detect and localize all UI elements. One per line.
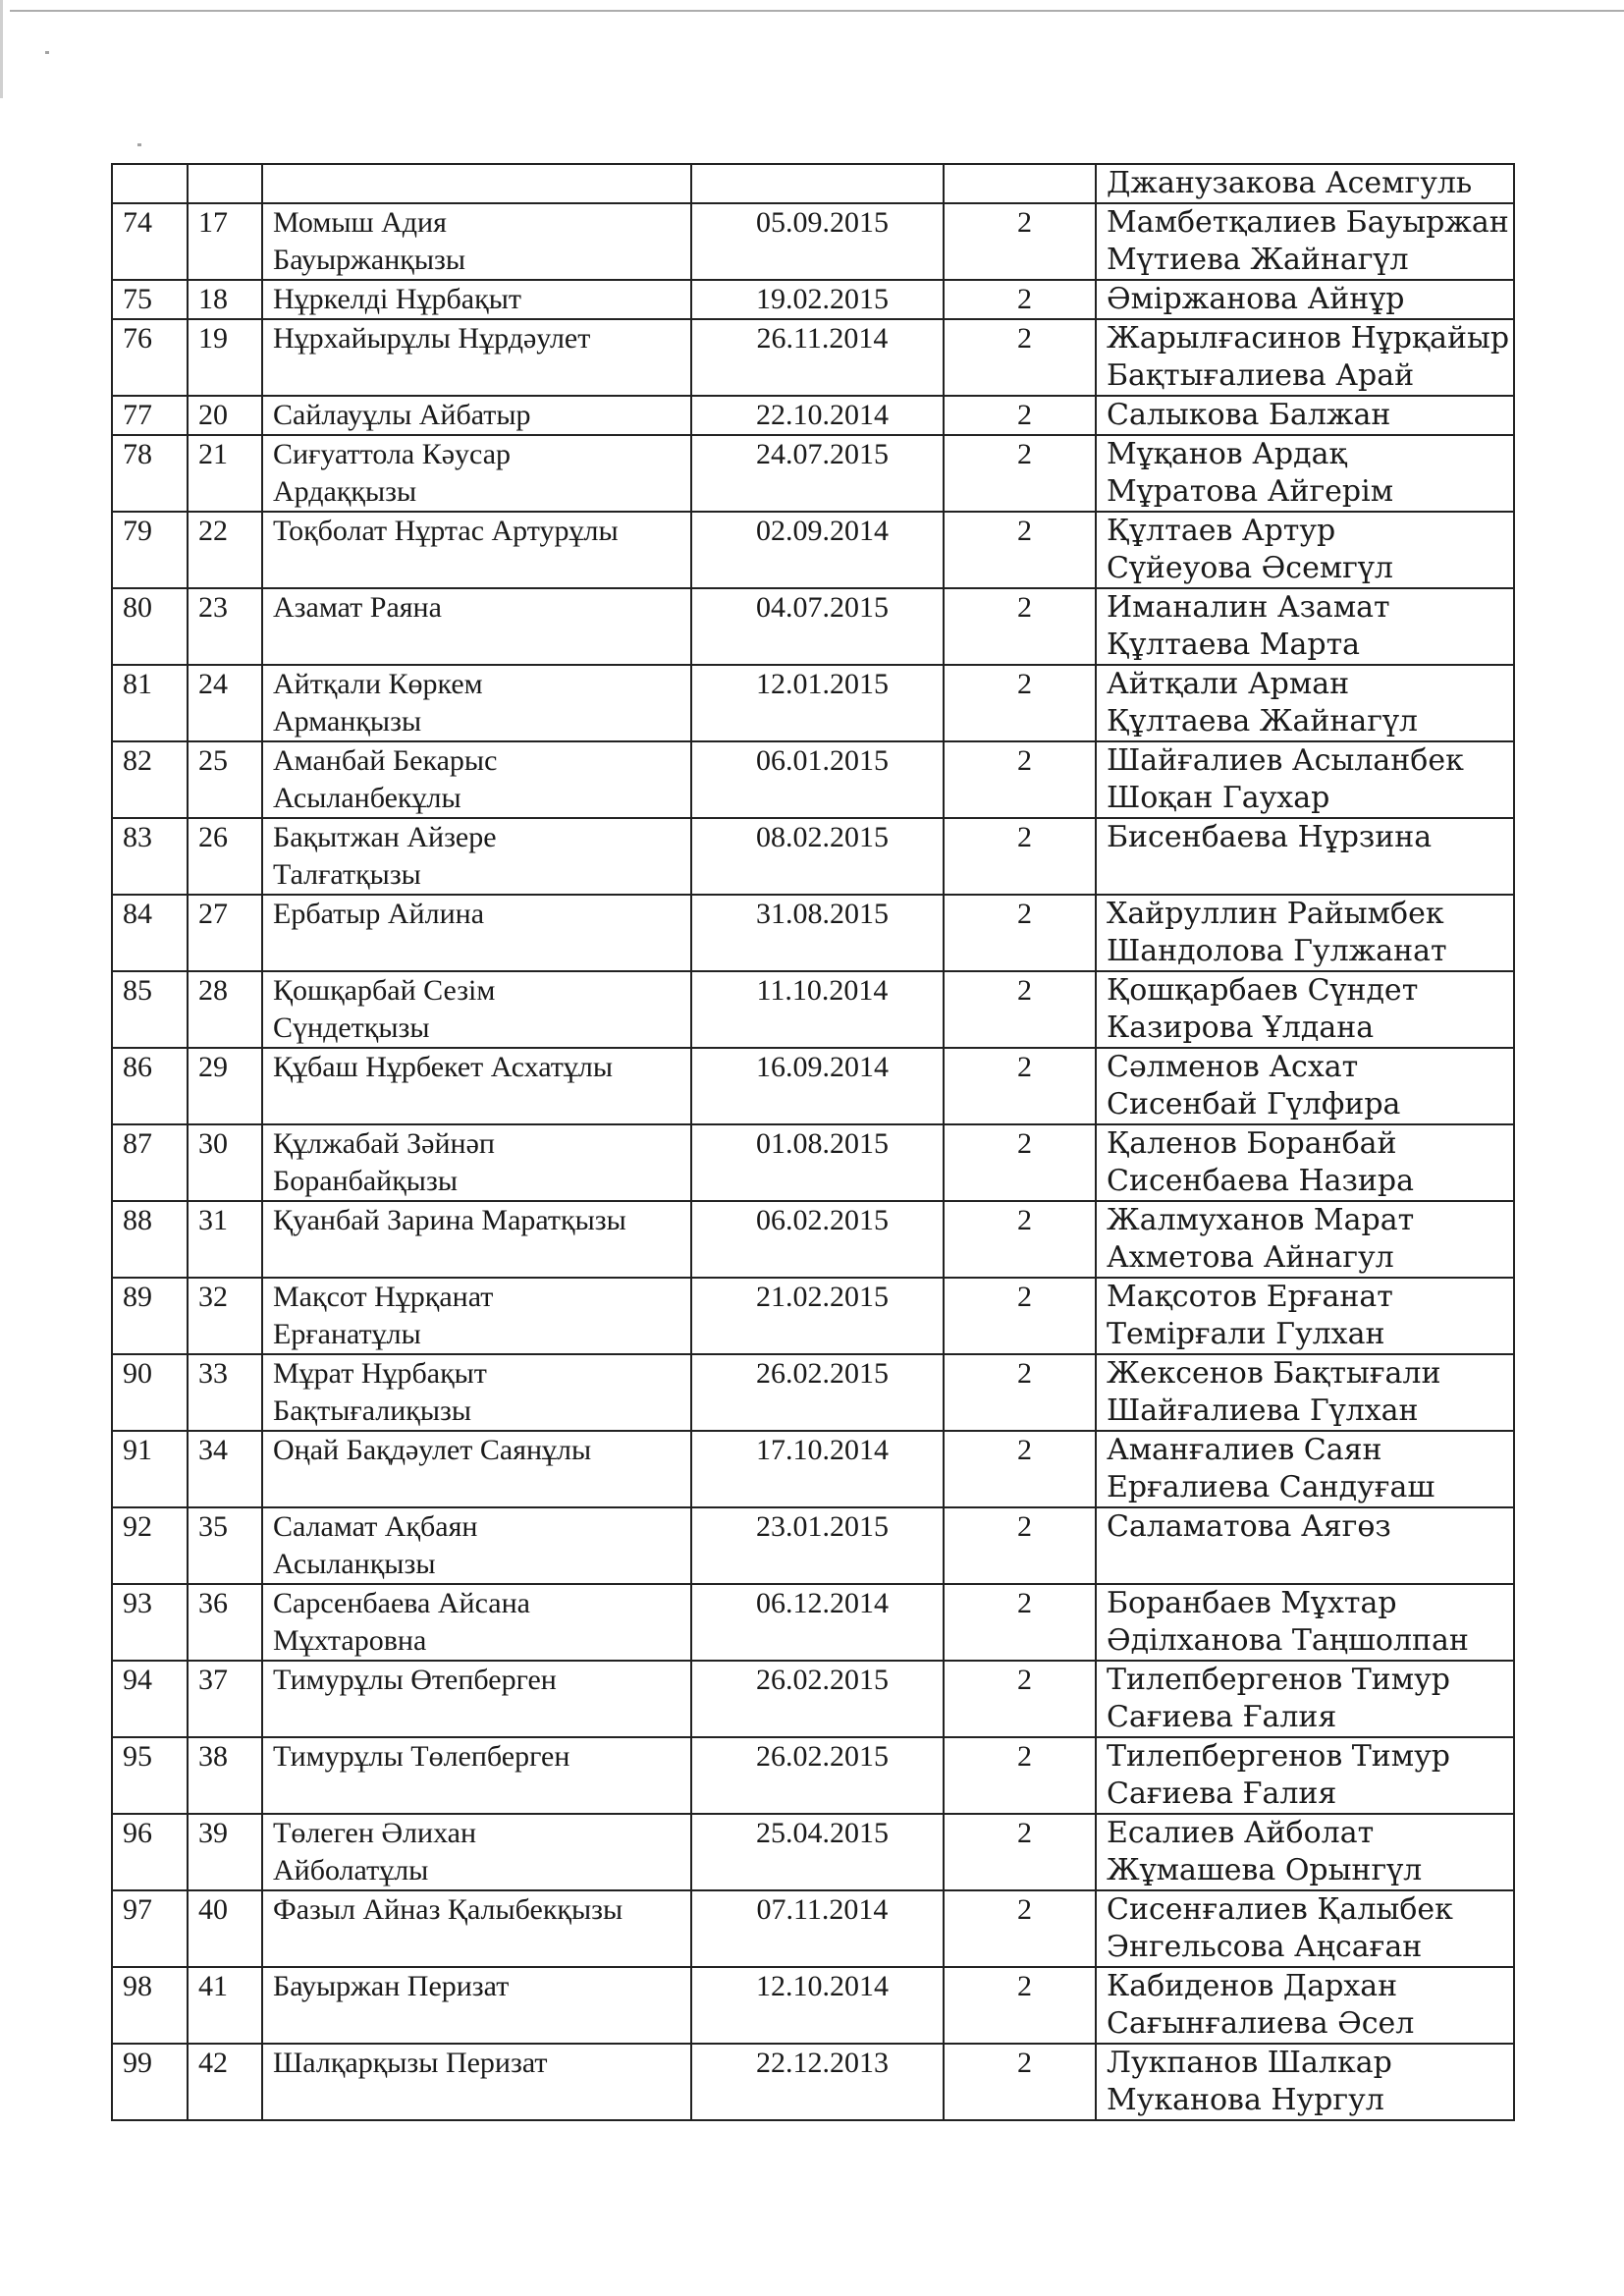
table-row	[112, 1507, 1514, 1584]
parent-line: Иманалин Азамат	[1107, 590, 1390, 625]
cell-parents	[1096, 1201, 1514, 1278]
parent-line: Бисенбаева Нұрзина	[1107, 820, 1433, 854]
cell-parents	[1096, 1890, 1514, 1967]
cell-global-no: 82	[112, 741, 188, 818]
table-row	[112, 203, 1514, 280]
cell-group: 2	[944, 1278, 1096, 1354]
cell-birth-date: 12.10.2014	[691, 1967, 944, 2044]
cell-birth-date: 22.12.2013	[691, 2044, 944, 2120]
cell-group-no: 41	[188, 1967, 262, 2044]
cell-child-name	[262, 396, 691, 435]
child-name-line: Ерғанатұлы	[273, 1318, 421, 1350]
cell-group: 2	[944, 665, 1096, 741]
cell-group-no: 30	[188, 1124, 262, 1201]
child-name-line: Нұркелді Нұрбақыт	[273, 283, 521, 315]
child-name-line: Бауыржан Перизат	[273, 1970, 510, 2002]
child-name-line: Оңай Бақдәулет Саянұлы	[273, 1434, 592, 1466]
cell-child-name	[262, 1737, 691, 1814]
cell-global-no: 85	[112, 971, 188, 1048]
cell-group-no: 39	[188, 1814, 262, 1890]
cell-birth-date: 05.09.2015	[691, 203, 944, 280]
parent-line: Шайғалиев Асыланбек	[1107, 743, 1464, 778]
child-name-line: Арманқызы	[273, 705, 422, 738]
cell-group-no: 21	[188, 435, 262, 512]
parent-line: Сағиева Ғалия	[1107, 1700, 1337, 1734]
cell-group-no: 29	[188, 1048, 262, 1124]
table-row	[112, 1431, 1514, 1507]
cell-child-name	[262, 1814, 691, 1890]
parent-line: Сисенбай Гүлфира	[1107, 1087, 1401, 1121]
child-name-line: Қуанбай Зарина Маратқызы	[273, 1204, 626, 1236]
parent-line: Тилепбергенов Тимур	[1107, 1663, 1450, 1697]
cell-group: 2	[944, 895, 1096, 971]
table-row	[112, 1201, 1514, 1278]
parent-line: Жарылғасинов Нұрқайыр	[1107, 321, 1510, 355]
cell-birth-date: 23.01.2015	[691, 1507, 944, 1584]
cell-parents	[1096, 1507, 1514, 1584]
cell-group: 2	[944, 1354, 1096, 1431]
cell-child-name	[262, 1967, 691, 2044]
cell-child-name	[262, 280, 691, 319]
table-row	[112, 588, 1514, 665]
cell-group	[944, 164, 1096, 203]
child-name-line: Тоқболат Нұртас Артурұлы	[273, 515, 619, 547]
cell-global-no: 86	[112, 1048, 188, 1124]
child-name-line: Сарсенбаева Айсана	[273, 1587, 530, 1619]
table-row	[112, 971, 1514, 1048]
child-name-line: Тимурұлы Төлепберген	[273, 1740, 570, 1773]
cell-child-name	[262, 203, 691, 280]
parent-line: Шайғалиева Гүлхан	[1107, 1394, 1419, 1428]
cell-parents	[1096, 435, 1514, 512]
cell-parents	[1096, 203, 1514, 280]
parent-line: Құлтаев Артур	[1107, 514, 1336, 548]
child-name-line: Асыланқызы	[273, 1548, 436, 1580]
parent-line: Мұқанов Ардақ	[1107, 437, 1347, 471]
parent-line: Әміржанова Айнұр	[1107, 282, 1405, 316]
table-row	[112, 1584, 1514, 1661]
cell-group-no: 20	[188, 396, 262, 435]
scan-speck	[45, 51, 49, 54]
cell-group: 2	[944, 1661, 1096, 1737]
child-name-line: Момыш Адия	[273, 206, 447, 239]
cell-group-no: 31	[188, 1201, 262, 1278]
cell-child-name	[262, 319, 691, 396]
child-name-line: Сайлауұлы Айбатыр	[273, 399, 531, 431]
child-name-line: Шалқарқызы Перизат	[273, 2047, 548, 2079]
child-name-line: Талғатқызы	[273, 858, 421, 891]
parent-line: Кабиденов Дархан	[1107, 1969, 1398, 2003]
cell-child-name	[262, 164, 691, 203]
parent-line: Мақсотов Ерғанат	[1107, 1280, 1393, 1314]
child-name-line: Саламат Ақбаян	[273, 1510, 478, 1543]
cell-parents	[1096, 2044, 1514, 2120]
cell-parents	[1096, 1354, 1514, 1431]
cell-group: 2	[944, 319, 1096, 396]
cell-parents	[1096, 1737, 1514, 1814]
cell-birth-date: 04.07.2015	[691, 588, 944, 665]
parent-line: Сағынғалиева Әсел	[1107, 2006, 1415, 2041]
cell-group-no: 33	[188, 1354, 262, 1431]
cell-child-name	[262, 588, 691, 665]
cell-child-name	[262, 1278, 691, 1354]
cell-parents	[1096, 319, 1514, 396]
parent-line: Салыкова Балжан	[1107, 398, 1391, 432]
child-name-line: Асыланбекұлы	[273, 782, 461, 814]
cell-group: 2	[944, 1584, 1096, 1661]
cell-group-no: 32	[188, 1278, 262, 1354]
parent-line: Шоқан Гаухар	[1107, 781, 1330, 815]
child-name-line: Ербатыр Айлина	[273, 898, 485, 930]
cell-group: 2	[944, 1814, 1096, 1890]
cell-birth-date: 06.02.2015	[691, 1201, 944, 1278]
cell-group-no: 34	[188, 1431, 262, 1507]
cell-group-no: 36	[188, 1584, 262, 1661]
cell-parents	[1096, 1431, 1514, 1507]
cell-child-name	[262, 1661, 691, 1737]
cell-group: 2	[944, 1737, 1096, 1814]
cell-group-no: 35	[188, 1507, 262, 1584]
cell-group-no: 37	[188, 1661, 262, 1737]
cell-global-no: 88	[112, 1201, 188, 1278]
child-name-line: Бақтығалиқызы	[273, 1394, 472, 1427]
cell-group: 2	[944, 2044, 1096, 2120]
table-row	[112, 1048, 1514, 1124]
parent-line: Сисенбаева Назира	[1107, 1164, 1415, 1198]
table-row	[112, 1967, 1514, 2044]
cell-child-name	[262, 1584, 691, 1661]
parent-line: Айтқали Арман	[1107, 667, 1350, 701]
cell-birth-date: 19.02.2015	[691, 280, 944, 319]
cell-child-name	[262, 1201, 691, 1278]
cell-parents	[1096, 1278, 1514, 1354]
cell-parents	[1096, 818, 1514, 895]
parent-line: Жалмуханов Марат	[1107, 1203, 1415, 1237]
cell-global-no	[112, 164, 188, 203]
cell-group-no: 19	[188, 319, 262, 396]
child-name-line: Құлжабай Зәйнәп	[273, 1127, 495, 1160]
parent-line: Ерғалиева Сандуғаш	[1107, 1470, 1435, 1504]
cell-birth-date: 16.09.2014	[691, 1048, 944, 1124]
parent-line: Шандолова Гулжанат	[1107, 934, 1447, 968]
parent-line: Бақтығалиева Арай	[1107, 358, 1415, 393]
parent-line: Аманғалиев Саян	[1107, 1433, 1382, 1467]
parent-line: Жұмашева Орынгүл	[1107, 1853, 1423, 1887]
cell-group-no: 27	[188, 895, 262, 971]
parent-line: Құлтаева Марта	[1107, 628, 1361, 662]
cell-global-no: 74	[112, 203, 188, 280]
child-name-line: Бақытжан Айзере	[273, 821, 497, 853]
cell-child-name	[262, 512, 691, 588]
child-name-line: Нұрхайырұлы Нұрдәулет	[273, 322, 591, 355]
cell-global-no: 78	[112, 435, 188, 512]
cell-global-no: 76	[112, 319, 188, 396]
cell-child-name	[262, 1048, 691, 1124]
cell-group: 2	[944, 588, 1096, 665]
cell-birth-date: 26.02.2015	[691, 1661, 944, 1737]
child-name-line: Боранбайқызы	[273, 1165, 458, 1197]
cell-group: 2	[944, 396, 1096, 435]
parent-line: Жексенов Бақтығали	[1107, 1356, 1441, 1391]
cell-child-name	[262, 971, 691, 1048]
cell-group-no: 17	[188, 203, 262, 280]
parent-line: Мұратова Айгерім	[1107, 474, 1394, 509]
cell-birth-date: 26.02.2015	[691, 1354, 944, 1431]
child-name-line: Бауыржанқызы	[273, 244, 466, 276]
cell-global-no: 91	[112, 1431, 188, 1507]
cell-child-name	[262, 665, 691, 741]
table-row	[112, 280, 1514, 319]
child-name-line: Мұрат Нұрбақыт	[273, 1357, 487, 1390]
cell-group-no	[188, 164, 262, 203]
cell-global-no: 92	[112, 1507, 188, 1584]
cell-group-no: 40	[188, 1890, 262, 1967]
cell-birth-date: 25.04.2015	[691, 1814, 944, 1890]
cell-parents	[1096, 895, 1514, 971]
cell-birth-date: 17.10.2014	[691, 1431, 944, 1507]
cell-birth-date: 07.11.2014	[691, 1890, 944, 1967]
cell-birth-date: 11.10.2014	[691, 971, 944, 1048]
cell-global-no: 83	[112, 818, 188, 895]
child-name-line: Айболатұлы	[273, 1854, 429, 1886]
cell-global-no: 75	[112, 280, 188, 319]
cell-group: 2	[944, 971, 1096, 1048]
parent-line: Боранбаев Мұхтар	[1107, 1586, 1397, 1620]
table-row	[112, 1737, 1514, 1814]
cell-group: 2	[944, 1890, 1096, 1967]
table-row	[112, 818, 1514, 895]
parent-line: Мамбетқалиев Бауыржан	[1107, 205, 1509, 240]
cell-group: 2	[944, 1507, 1096, 1584]
cell-global-no: 81	[112, 665, 188, 741]
cell-group-no: 38	[188, 1737, 262, 1814]
child-name-line: Сүндетқызы	[273, 1011, 430, 1044]
cell-group-no: 25	[188, 741, 262, 818]
cell-global-no: 96	[112, 1814, 188, 1890]
child-name-line: Мұхтаровна	[273, 1624, 427, 1657]
cell-global-no: 95	[112, 1737, 188, 1814]
child-name-line: Айтқали Көркем	[273, 668, 483, 700]
table-row	[112, 741, 1514, 818]
cell-parents	[1096, 164, 1514, 203]
cell-parents	[1096, 396, 1514, 435]
parent-line: Әділханова Таңшолпан	[1107, 1623, 1469, 1658]
table-row-continuation	[112, 164, 1514, 203]
cell-child-name	[262, 1354, 691, 1431]
cell-child-name	[262, 1507, 691, 1584]
cell-birth-date: 22.10.2014	[691, 396, 944, 435]
table-row	[112, 895, 1514, 971]
cell-parents	[1096, 1124, 1514, 1201]
table-row	[112, 665, 1514, 741]
cell-group-no: 42	[188, 2044, 262, 2120]
cell-birth-date: 12.01.2015	[691, 665, 944, 741]
parent-line: Джанузакова Асемгуль	[1107, 166, 1473, 200]
cell-group: 2	[944, 1967, 1096, 2044]
cell-group-no: 23	[188, 588, 262, 665]
cell-global-no: 98	[112, 1967, 188, 2044]
table-row	[112, 1814, 1514, 1890]
cell-birth-date: 26.02.2015	[691, 1737, 944, 1814]
cell-group-no: 18	[188, 280, 262, 319]
cell-group: 2	[944, 1124, 1096, 1201]
cell-group-no: 28	[188, 971, 262, 1048]
parent-line: Тилепбергенов Тимур	[1107, 1739, 1450, 1774]
parent-line: Сәлменов Асхат	[1107, 1050, 1359, 1084]
cell-group: 2	[944, 512, 1096, 588]
cell-global-no: 97	[112, 1890, 188, 1967]
parent-line: Мүтиева Жайнагүл	[1107, 243, 1409, 277]
parent-line: Сағиева Ғалия	[1107, 1777, 1337, 1811]
cell-birth-date: 24.07.2015	[691, 435, 944, 512]
cell-birth-date: 21.02.2015	[691, 1278, 944, 1354]
child-name-line: Тимурұлы Өтепберген	[273, 1664, 557, 1696]
table-row	[112, 1124, 1514, 1201]
cell-group: 2	[944, 818, 1096, 895]
cell-birth-date: 02.09.2014	[691, 512, 944, 588]
table-row	[112, 319, 1514, 396]
cell-group: 2	[944, 1048, 1096, 1124]
parent-line: Энгельсова Аңсаған	[1107, 1930, 1423, 1964]
parent-line: Саламатова Аягөз	[1107, 1509, 1391, 1544]
cell-global-no: 99	[112, 2044, 188, 2120]
parent-line: Темірғали Гулхан	[1107, 1317, 1385, 1351]
cell-birth-date: 06.01.2015	[691, 741, 944, 818]
cell-parents	[1096, 588, 1514, 665]
child-name-line: Қошқарбай Сезім	[273, 974, 496, 1007]
cell-child-name	[262, 1431, 691, 1507]
parent-line: Есалиев Айболат	[1107, 1816, 1375, 1850]
parent-line: Қошқарбаев Сүндет	[1107, 973, 1419, 1008]
parent-line: Казирова Ұлдана	[1107, 1011, 1375, 1045]
cell-parents	[1096, 741, 1514, 818]
cell-birth-date	[691, 164, 944, 203]
table-row	[112, 1661, 1514, 1737]
cell-birth-date: 01.08.2015	[691, 1124, 944, 1201]
cell-global-no: 87	[112, 1124, 188, 1201]
parent-line: Құлтаева Жайнагүл	[1107, 704, 1418, 738]
scan-page-edge	[10, 10, 1624, 12]
table-row	[112, 1278, 1514, 1354]
cell-global-no: 79	[112, 512, 188, 588]
cell-birth-date: 06.12.2014	[691, 1584, 944, 1661]
cell-child-name	[262, 895, 691, 971]
children-roster-table	[111, 163, 1515, 2121]
parent-line: Ахметова Айнагул	[1107, 1240, 1394, 1275]
cell-child-name	[262, 2044, 691, 2120]
cell-group-no: 24	[188, 665, 262, 741]
cell-global-no: 77	[112, 396, 188, 435]
table-row	[112, 1354, 1514, 1431]
cell-birth-date: 31.08.2015	[691, 895, 944, 971]
cell-global-no: 84	[112, 895, 188, 971]
table-row	[112, 512, 1514, 588]
cell-parents	[1096, 1967, 1514, 2044]
parent-line: Хайруллин Райымбек	[1107, 897, 1444, 931]
cell-parents	[1096, 971, 1514, 1048]
cell-global-no: 89	[112, 1278, 188, 1354]
scan-page-left-edge	[0, 0, 3, 98]
cell-group: 2	[944, 1201, 1096, 1278]
parent-line: Муканова Нургул	[1107, 2083, 1384, 2117]
cell-parents	[1096, 1814, 1514, 1890]
cell-group: 2	[944, 1431, 1096, 1507]
table-row	[112, 396, 1514, 435]
child-name-line: Құбаш Нұрбекет Асхатұлы	[273, 1051, 614, 1083]
cell-birth-date: 26.11.2014	[691, 319, 944, 396]
cell-child-name	[262, 1124, 691, 1201]
cell-birth-date: 08.02.2015	[691, 818, 944, 895]
cell-parents	[1096, 665, 1514, 741]
parent-line: Сисенғалиев Қалыбек	[1107, 1892, 1453, 1927]
cell-child-name	[262, 1890, 691, 1967]
parent-line: Сүйеуова Әсемгүл	[1107, 551, 1393, 585]
parent-line: Лукпанов Шалкар	[1107, 2046, 1392, 2080]
cell-parents	[1096, 1661, 1514, 1737]
cell-group-no: 26	[188, 818, 262, 895]
scan-speck	[137, 143, 141, 146]
cell-global-no: 90	[112, 1354, 188, 1431]
cell-parents	[1096, 1048, 1514, 1124]
cell-child-name	[262, 741, 691, 818]
child-name-line: Мақсот Нұрқанат	[273, 1281, 494, 1313]
table-row	[112, 435, 1514, 512]
child-name-line: Төлеген Әлихан	[273, 1817, 477, 1849]
child-name-line: Фазыл Айназ Қалыбекқызы	[273, 1893, 623, 1926]
child-name-line: Ардаққызы	[273, 475, 417, 508]
cell-group: 2	[944, 435, 1096, 512]
cell-global-no: 93	[112, 1584, 188, 1661]
cell-child-name	[262, 435, 691, 512]
roster-body	[112, 164, 1514, 2120]
cell-group: 2	[944, 280, 1096, 319]
cell-parents	[1096, 280, 1514, 319]
cell-parents	[1096, 1584, 1514, 1661]
cell-group-no: 22	[188, 512, 262, 588]
cell-parents	[1096, 512, 1514, 588]
cell-child-name	[262, 818, 691, 895]
child-name-line: Аманбай Бекарыс	[273, 744, 498, 777]
parent-line: Қаленов Боранбай	[1107, 1126, 1397, 1161]
cell-group: 2	[944, 203, 1096, 280]
cell-global-no: 80	[112, 588, 188, 665]
table-row	[112, 2044, 1514, 2120]
child-name-line: Азамат Раяна	[273, 591, 442, 624]
cell-group: 2	[944, 741, 1096, 818]
cell-global-no: 94	[112, 1661, 188, 1737]
table-row	[112, 1890, 1514, 1967]
child-name-line: Сиғуаттола Кәусар	[273, 438, 512, 470]
